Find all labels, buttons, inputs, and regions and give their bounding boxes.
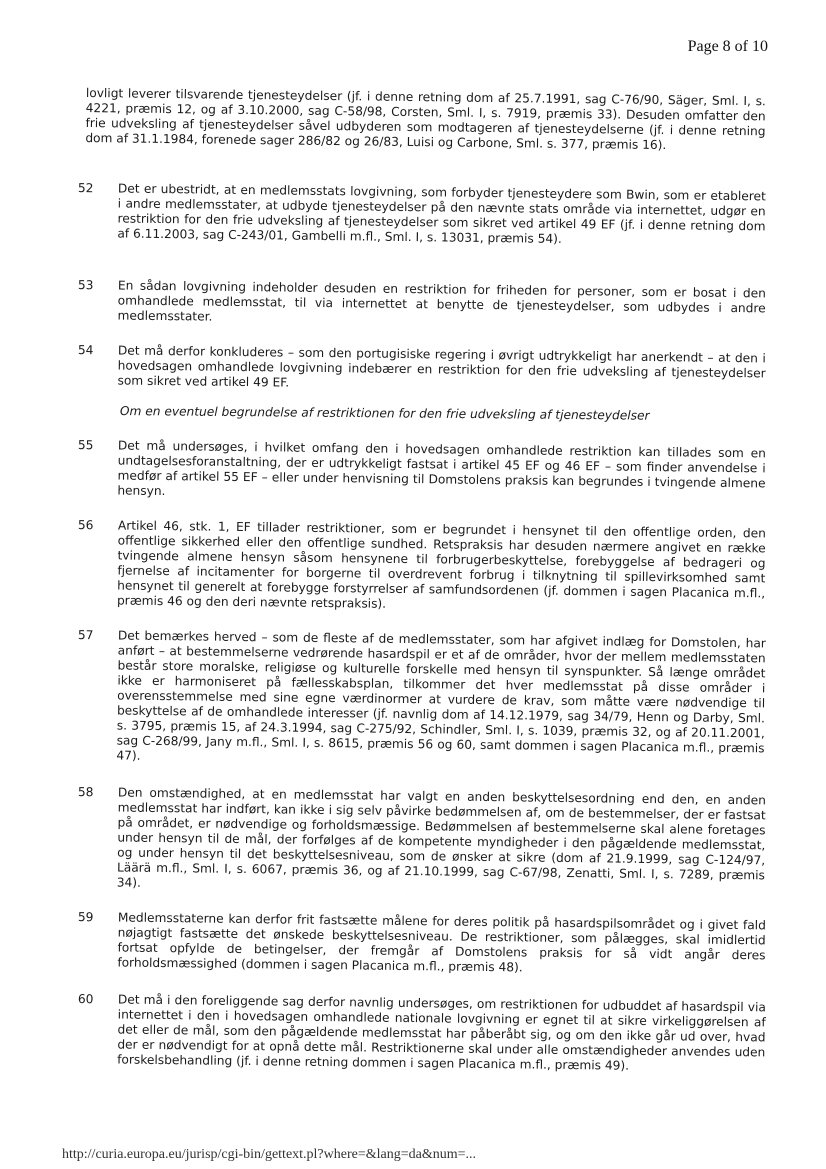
paragraph-56 [79,518,766,616]
paragraph-number: 54 [77,342,94,358]
paragraph-text: Den omstændighed, at en medlemsstat har valgt en anden beskyttelsesordning end den, en anden medlemsstat har indført, kan ikke i sig selv påvirke bedømmelsen af, om de bestemmelser, der er fastsat på området, er nødvendige og forholdsmæssige. Bedømmelsen af bestemmelserne skal alene foretages under hensyn til de mål, der forfølges af de kompetente myndigheder i den pågældende medlemsstat, og under hensyn til det beskyttelsesniveau, som de ønsker at sikre (dom af 21.9.1999, sag C-124/97, Läärä m.fl., Sml. I, s. 6067, præmis 36, og af 21.10.1999, sag C-67/98, Zenatti, Sml. I, s. 7289, præmis 34). [116,785,766,890]
paragraph-number: 55 [77,437,94,453]
paragraph-53 [79,278,765,331]
paragraph-52 [79,181,766,249]
paragraph-57 [78,628,766,771]
paragraph-54 [79,343,765,396]
intro-paragraph: lovligt leverer tilsvarende tjenesteydelser (jf. i denne retning dom af 25.7.1991, sag C-76/90, Säger, Sml. I, s. 4221, præmis 12, og af 3.10.2000, sag C-58/98, Corsten, Sml. I, s. 7919, præmis 33). Desuden omfatter den frie udveksling af tjenesteydelser såvel udbyderen som modtageren af tjenesteydelserne (jf. i denne retning dom af 31.1.1984, forenede sager 286/82 og 26/83, Luisi og Carbone, Sml. s. 377, præmis 16). [85,86,766,153]
paragraph-60 [79,992,766,1075]
paragraph-number: 52 [77,180,94,196]
paragraph-58 [79,785,766,898]
paragraph-number: 58 [77,784,94,800]
paragraph-number: 53 [77,277,94,293]
paragraph-number: 57 [77,627,94,643]
page-number: Page 8 of 10 [687,38,768,55]
paragraph-text: Medlemsstaterne kan derfor frit fastsætte målene for deres politik på hasardspilsområdet og i givet fald nøjagtigt fastsætte det ønskede beskyttelsesniveau. De restriktioner, som pålægges, skal imidlertid fortsat opfylde de betingelser, der fremgår af Domstolens praksis for så vidt angår deres forholdsmæssighed (dommen i sagen Placanica m.fl., præmis 48). [117,910,766,975]
paragraph-55 [79,438,766,506]
paragraph-number: 59 [77,909,94,925]
paragraph-text: Det bemærkes herved – som de fleste af de medlemsstater, som har afgivet indlæg for Domstolen, har anført – at bestemmelserne vedrørende hasardspil er et af de områder, hvor der mellem medlemsstaten består store moralske, religiøse og kulturelle forskelle med hensyn til synspunkter. Så længe området ikke er harmoniseret på fællesskabsplan, tilkommer det hver medlemsstat på disse områder i overensstemmelse med sine egne værdinormer at vurdere de krav, som måtte være nødvendige til beskyttelse af de omhandlede interesser (jf. navnlig dom af 14.12.1979, sag 34/79, Henn og Darby, Sml. s. 3795, præmis 15, af 24.3.1994, sag C-275/92, Schindler, Sml. I, s. 1039, præmis 32, og af 20.11.2001, sag C-268/99, Jany m.fl., Sml. I, s. 8615, præmis 56 og 60, samt dommen i sagen Placanica m.fl., præmis 47). [116,628,766,763]
paragraph-number: 56 [77,517,94,533]
paragraph-text: Det må i den foreliggende sag derfor navnlig undersøges, om restriktionen for udbuddet af hasardspil via internettet i den i hovedsagen omhandlede nationale lovgivning er egnet til at sikre virkeliggørelsen af det eller de mål, som den pågældende medlemsstat har påberåbt sig, og om den ikke går ud over, hvad der er nødvendigt for at opnå dette mål. Restriktionerne skal under alle omstændigheder anvendes uden forskelsbehandling (jf. i denne retning dommen i sagen Placanica m.fl., præmis 49). [117,992,766,1073]
footer-url: http://curia.europa.eu/jurisp/cgi-bin/gettext.pl?where=&lang=da&num=... [62,1147,477,1162]
paragraph-text: En sådan lovgivning indeholder desuden en restriktion for friheden for personer, som er bosat i den omhandlede medlemsstat, til via internettet at benytte de tjenesteydelser, som udbydes i andre medlemsstater. [117,278,766,324]
paragraph-text: Artikel 46, stk. 1, EF tillader restriktioner, som er begrundet i hensynet til den offentlige orden, den offentlige sikkerhed eller den offentlige sundhed. Retspraksis har desuden nærmere angivet en række tvingende almene hensyn såsom hensynene til forbrugerbeskyttelse, forebyggelse af bedrageri og fjernelse af incitamenter for borgerne til overdrevent forbrug i tilknytning til spillevirksomhed samt hensynet til generelt at forebygge forstyrrelser af samfundsordenen (jf. dommen i sagen Placanica m.fl., præmis 46 og den deri nævnte retspraksis). [116,518,766,611]
paragraph-text: Det er ubestridt, at en medlemsstats lovgivning, som forbyder tjenesteydere som Bwin, som er etableret i andre medlemsstater, at udbyde tjenesteydelser på den nævnte stats område via internettet, udgør en restriktion for den frie udveksling af tjenesteydelser som sikret ved artikel 49 EF (jf. i denne retning dom af 6.11.2003, sag C-243/01, Gambelli m.fl., Sml. I, s. 13031, præmis 54). [117,181,766,246]
paragraph-text: Det må derfor konkluderes – som den portugisiske regering i øvrigt udtrykkeligt har anerkendt – at den i hovedsagen omhandlede lovgivning indebærer en restriktion for den frie udveksling af tjenesteydelser som sikret ved artikel 49 EF. [117,343,766,390]
paragraph-number: 60 [77,991,94,1007]
section-heading: Om en eventuel begrundelse af restriktionen for den frie udveksling af tjenesteydelser [119,404,650,423]
paragraph-text: Det må undersøges, i hvilket omfang den i hovedsagen omhandlede restriktion kan tillades som en undtagelsesforanstaltning, der er udtrykkeligt fastsat i artikel 45 EF og 46 EF – som finder anvendelse i medfør af artikel 55 EF – eller under henvisning til Domstolens praksis kan begrundes i tvingende almene hensyn. [117,438,766,499]
paragraph-59 [79,910,766,978]
